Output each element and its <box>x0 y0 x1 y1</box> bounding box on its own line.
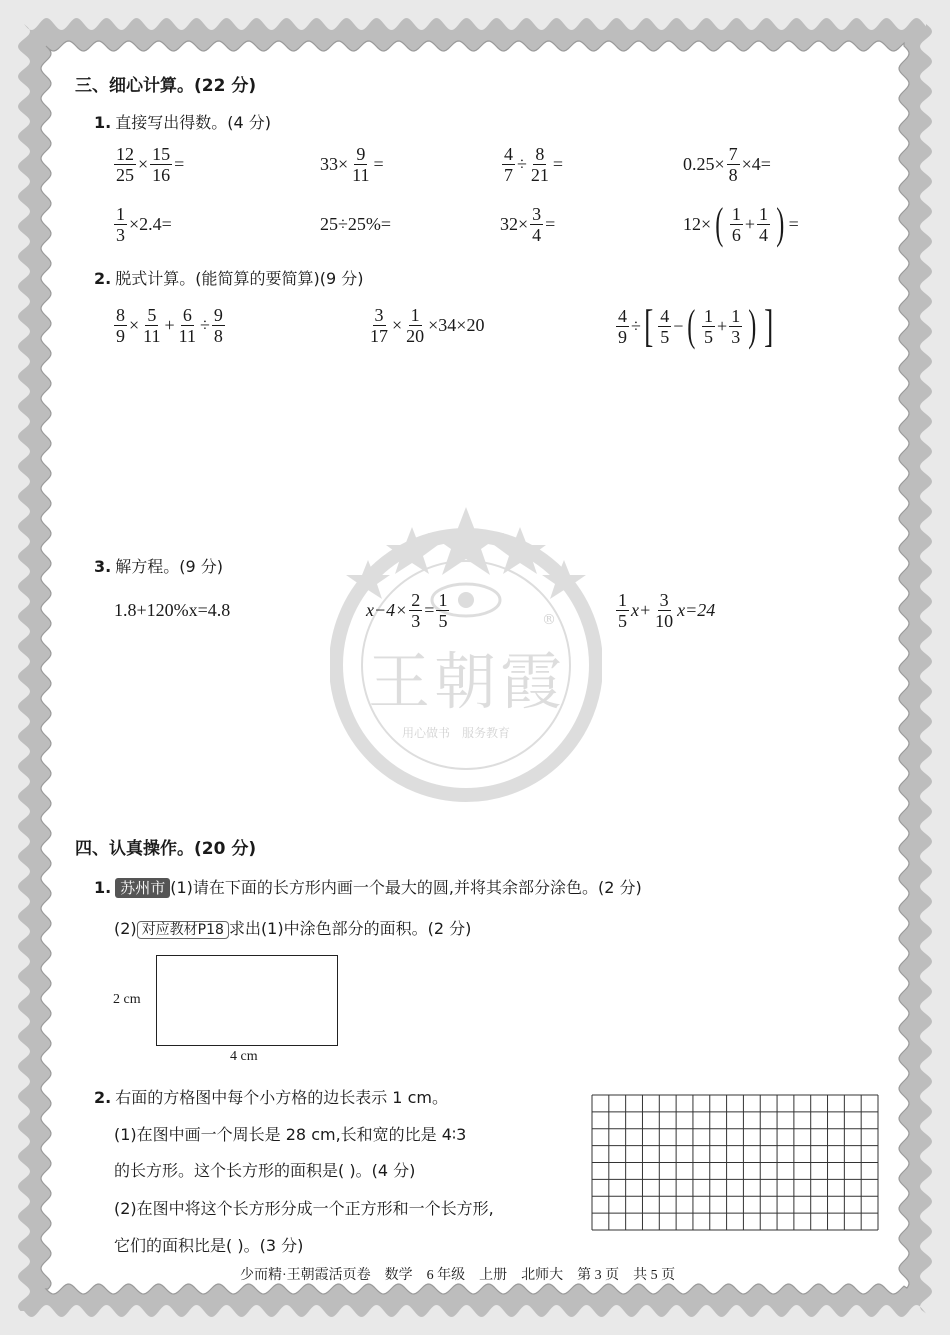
equation-3: $\frac{1}{5}$ x+ $\frac{3}{10}$ x=24 <box>618 590 716 631</box>
equation-2: x−4× $\frac{2}{3}$ = $\frac{1}{5}$ <box>366 590 448 631</box>
s4-q2-line1: 2. 右面的方格图中每个小方格的边长表示 1 cm。 <box>94 1088 448 1107</box>
rectangle-figure <box>156 955 338 1046</box>
calc-r2c2: 25÷25%= <box>320 214 392 234</box>
calc-r1c2: 33× $\frac{9}{11}$ = <box>320 144 384 185</box>
s4-q2-line2: (1)在图中画一个周长是 28 cm,长和宽的比是 4∶3 <box>114 1125 467 1144</box>
s3-q1-heading <box>94 110 271 133</box>
calc-r1c1: $\frac{12}{25}$ × $\frac{15}{16}$ = <box>116 144 185 185</box>
s4-q1-line2: (2) 对应教材P18 求出(1)中涂色部分的面积。(2 分) <box>114 919 472 938</box>
region-tag: 苏州市 <box>115 878 170 898</box>
calc-r2c3: 32× $\frac{3}{4}$ = <box>500 204 556 245</box>
textbook-ref-tag: 对应教材P18 <box>137 921 229 939</box>
s3-q1-text: 直接写出得数。(4 分) <box>115 113 271 132</box>
s3-q3-heading: 3. 解方程。(9 分) <box>94 557 223 576</box>
section3-title: 三、细心计算。(22 分) <box>75 76 257 96</box>
equation-1: 1.8+120%x=4.8 <box>114 600 231 620</box>
step-calc-1: $\frac{8}{9}$ × $\frac{5}{11}$ + $\frac{6}{11}$ ÷ $\frac{9}{8}$ <box>116 305 223 346</box>
step-calc-3: $\frac{4}{9}$ ÷ [ $\frac{4}{5}$ − ( $\frac{1}{5}$ + $\frac{1}{3}$ ) ] <box>618 300 774 351</box>
s4-q2-line4: (2)在图中将这个长方形分成一个正方形和一个长方形, <box>114 1199 494 1218</box>
s3-q2-heading: 2. 脱式计算。(能简算的要简算)(9 分) <box>94 269 364 288</box>
s4-q2-line3: 的长方形。这个长方形的面积是( )。(4 分) <box>114 1161 416 1180</box>
calc-r1c4: 0.25× $\frac{7}{8}$ ×4= <box>683 144 771 185</box>
rect-width-label: 4 cm <box>230 1049 258 1064</box>
watermark-brand: 王朝霞 <box>368 645 567 718</box>
rect-height-label: 2 cm <box>113 992 141 1007</box>
section4-title: 四、认真操作。(20 分) <box>75 839 257 859</box>
s4-q1-line1: 1. 苏州市 (1)请在下面的长方形内画一个最大的圆,并将其余部分涂色。(2 分) <box>94 878 642 897</box>
step-calc-2: $\frac{3}{17}$ × $\frac{1}{20}$ ×34×20 <box>370 305 485 346</box>
square-grid[interactable] <box>591 1094 879 1234</box>
s4-q2-line5: 它们的面积比是( )。(3 分) <box>114 1236 304 1255</box>
calc-r2c4: 12× ( $\frac{1}{6}$ + $\frac{1}{4}$ ) = <box>683 199 799 248</box>
calc-r1c3: $\frac{4}{7}$ ÷ $\frac{8}{21}$ = <box>504 144 564 185</box>
page-footer: 少而精·王朝霞活页卷 数学 6 年级 上册 北师大 第 3 页 共 5 页 <box>240 1268 676 1283</box>
watermark-reg: ® <box>542 612 556 628</box>
s3-q1-number: 1. <box>94 113 112 132</box>
watermark-slogan: 用心做书 服务教育 <box>402 726 511 740</box>
calc-r2c1: $\frac{1}{3}$ ×2.4= <box>116 204 172 245</box>
